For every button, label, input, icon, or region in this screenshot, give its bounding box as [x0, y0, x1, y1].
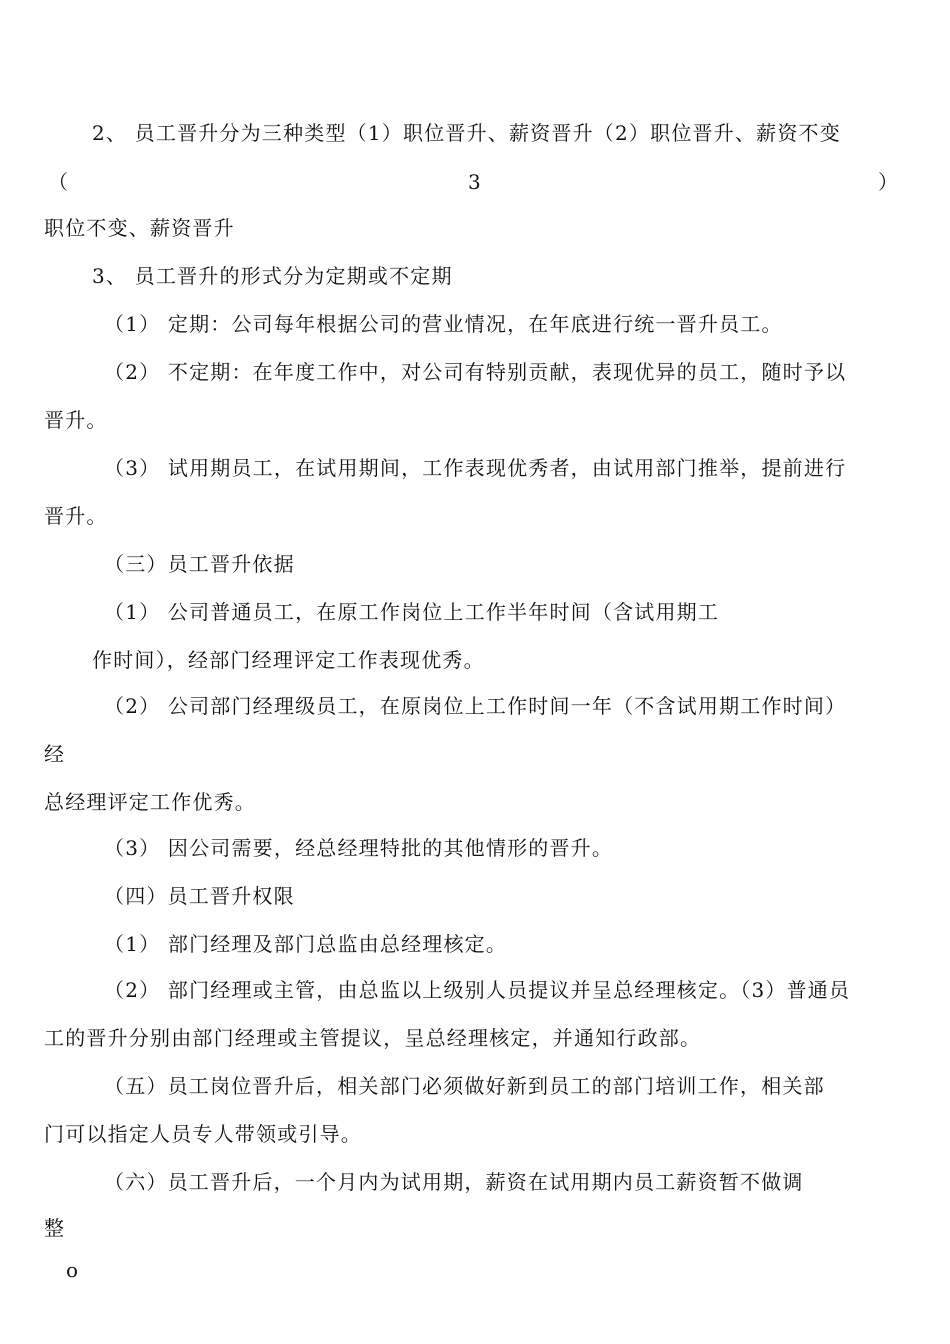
section-training: （五）员工岗位晋升后，相关部门必须做好新到员工的部门培训工作，相关部 — [104, 1074, 825, 1098]
list-item-irregular-cont: 晋升。 — [44, 408, 108, 432]
list-item-regular: （1） 定期：公司每年根据公司的营业情况，在年底进行统一晋升员工。 — [104, 312, 783, 336]
paragraph-promotion-types-cont: 职位不变、薪资晋升 — [44, 216, 235, 240]
basis-item-2-cont-a: 经 — [44, 742, 66, 766]
authority-item-1: （1） 部门经理及部门总监由总经理核定。 — [104, 932, 508, 956]
basis-item-2: （2） 公司部门经理级员工，在原岗位上工作时间一年（不含试用期工作时间） — [104, 694, 847, 718]
list-item-probation: （3） 试用期员工，在试用期间，工作表现优秀者，由试用部门推举，提前进行 — [104, 456, 847, 480]
paragraph-promotion-types: 2、 员工晋升分为三种类型（1）职位晋升、薪资晋升（2）职位晋升、薪资不变 — [92, 121, 841, 145]
basis-item-1-cont: 作时间），经部门经理评定工作表现优秀。 — [92, 648, 485, 672]
basis-item-3: （3） 因公司需要，经总经理特批的其他情形的晋升。 — [104, 836, 614, 860]
trailing-mark: o — [66, 1258, 80, 1282]
section-training-cont: 门可以指定人员专人带领或引导。 — [44, 1122, 362, 1146]
authority-item-2: （2） 部门经理或主管，由总监以上级别人员提议并呈总经理核定。（3）普通员 — [104, 978, 851, 1002]
section-heading-authority: （四）员工晋升权限 — [104, 884, 295, 908]
list-item-irregular: （2） 不定期：在年度工作中，对公司有特别贡献，表现优异的员工，随时予以 — [104, 360, 847, 384]
list-item-probation-cont: 晋升。 — [44, 504, 108, 528]
open-paren: （ — [48, 170, 68, 194]
section-probation-cont: 整 — [44, 1216, 66, 1240]
basis-item-1: （1） 公司普通员工，在原工作岗位上工作半年时间（含试用期工 — [104, 600, 720, 624]
section-probation: （六）员工晋升后，一个月内为试用期，薪资在试用期内员工薪资暂不做调 — [104, 1170, 804, 1194]
authority-item-3-cont: 工的晋升分别由部门经理或主管提议，呈总经理核定，并通知行政部。 — [44, 1026, 702, 1050]
section-heading-basis: （三）员工晋升依据 — [104, 552, 295, 576]
basis-item-2-cont-b: 总经理评定工作优秀。 — [44, 790, 256, 814]
item-number: 3 — [468, 170, 481, 194]
paragraph-promotion-form: 3、 员工晋升的形式分为定期或不定期 — [92, 264, 453, 288]
close-paren: ） — [878, 170, 898, 194]
